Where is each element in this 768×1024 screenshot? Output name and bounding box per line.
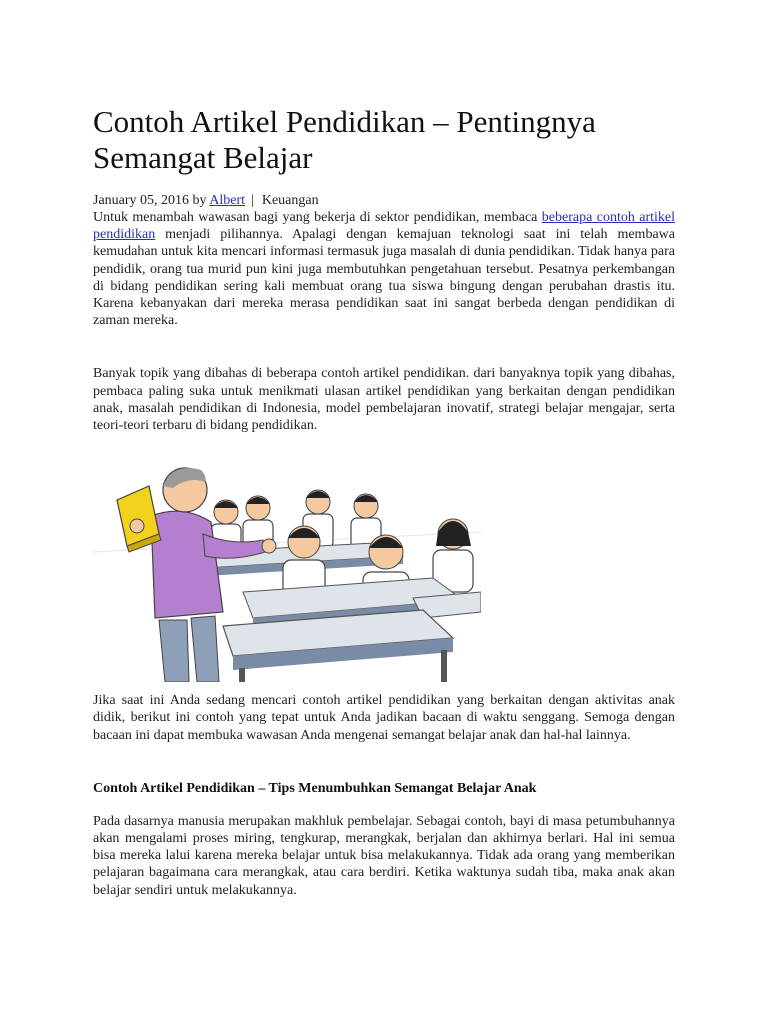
tips-paragraph: Pada dasarnya manusia merupakan makhluk pembelajar. Sebagai contoh, bayi di masa petumbuhannya akan mengalami proses miring, tengkurap, merangkak, berjalan dan akhirnya berlari. Hal ini semua bisa mereka lalui karena mereka belajar untuk bisa melakukannya. Tidak ada orang yang memberikan pelajaran bagaimana cara merangkak, atau cara berdiri. Ketika waktunya sudah tiba, maka anak akan belajar sendiri untuk melakukannya. xyxy=(93,813,675,898)
articles-link[interactable]: beberapa contoh artikel pendidikan xyxy=(93,210,675,243)
section-heading: Contoh Artikel Pendidikan – Tips Menumbuhkan Semangat Belajar Anak xyxy=(93,780,537,796)
article-meta xyxy=(93,192,675,209)
intro-paragraph xyxy=(93,209,675,329)
intro-text-end: menjadi pilihannya. Apalagi dengan kemajuan teknologi saat ini telah membawa kemudahan untuk kita mencari informasi termasuk juga masalah di dunia pendidikan. Tidak hanya para pendidik, orang tua murid pun kini juga membutuhkan pengetahuan tersebut. Pesatnya perkembangan di bidang pendidikan sering kali membuat orang tua siswa bingung dengan perubahan drastis itu. Karena kebanyakan dari mereka merasa pendidikan saat ini sangat berbeda dengan pendidikan di zaman mereka. xyxy=(93,227,675,329)
author-link[interactable]: Albert xyxy=(209,193,246,208)
article xyxy=(93,104,675,899)
post-date: January 05, 2016 by xyxy=(93,193,210,208)
intro-text-start: Untuk menambah wawasan bagi yang bekerja di sektor pendidikan, membaca xyxy=(93,210,542,225)
post-category: Keuangan xyxy=(261,193,319,208)
meta-separator: | xyxy=(251,193,254,208)
activity-paragraph: Jika saat ini Anda sedang mencari contoh artikel pendidikan yang berkaitan dengan aktivitas anak didik, berikut ini contoh yang tepat untuk Anda jadikan bacaan di waktu senggang. Semoga dengan bacaan ini dapat membuka wawasan Anda mengenai semangat belajar anak dan hal-hal lainnya. xyxy=(93,693,675,743)
topics-paragraph: Banyak topik yang dibahas di beberapa contoh artikel pendidikan. dari banyaknya topik yang dibahas, pembaca paling suka untuk menikmati ulasan artikel pendidikan yang berkaitan dengan pendidikan anak, masalah pendidikan di Indonesia, model pembelajaran inovatif, strategi belajar mengajar, serta teori-teori terbaru di bidang pendidikan. xyxy=(93,366,675,434)
classroom-illustration xyxy=(93,442,481,682)
student-middle-2 xyxy=(433,519,473,592)
article-title: Contoh Artikel Pendidikan – Pentingnya Semangat Belajar xyxy=(93,104,596,175)
